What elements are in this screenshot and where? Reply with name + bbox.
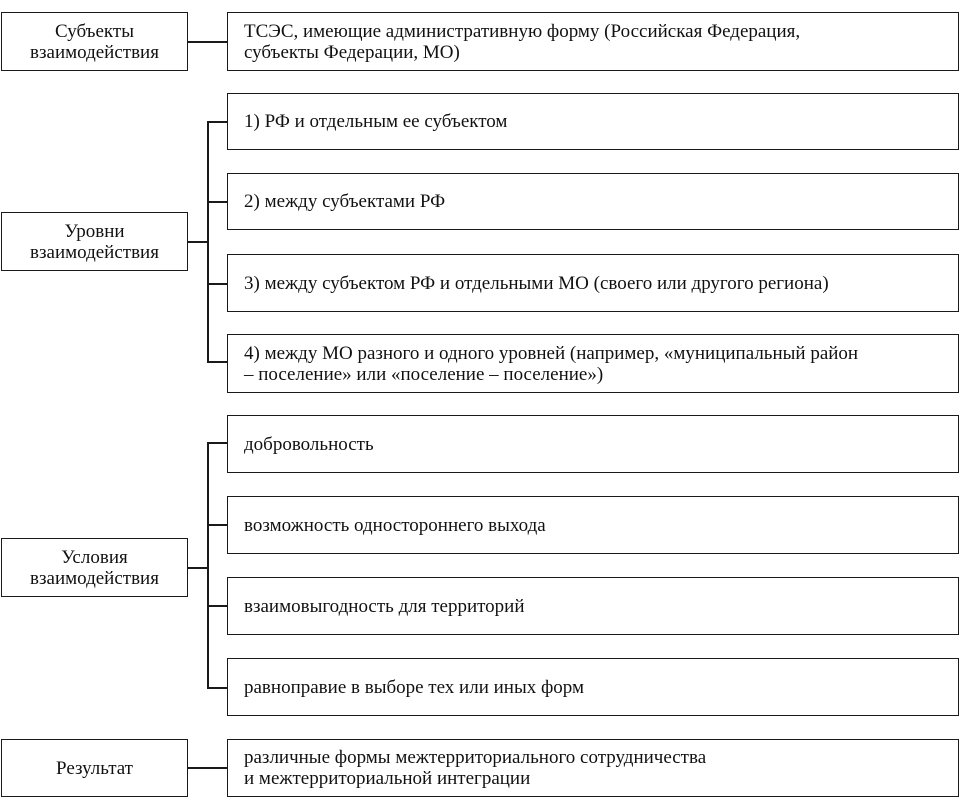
conditions-tick-4 (207, 687, 227, 689)
result-item-box: различные формы межтерриториального сотрудничества и межтерриториальной интеграции (227, 739, 959, 797)
levels-item-box: 2) между субъектами РФ (227, 173, 959, 230)
conditions-tick-1 (207, 442, 227, 444)
conditions-connector-stub (188, 567, 208, 569)
levels-item-box: 1) РФ и отдельным ее субъектом (227, 93, 959, 150)
levels-tick-3 (207, 283, 227, 285)
levels-tick-2 (207, 201, 227, 203)
conditions-item-box: возможность одностороннего выхода (227, 496, 959, 554)
conditions-bracket (207, 442, 209, 688)
conditions-item-box: равноправие в выборе тех или иных форм (227, 658, 959, 716)
levels-tick-4 (207, 361, 227, 363)
subjects-item-box: ТСЭС, имеющие административную форму (Российская Федерация, субъекты Федерации, МО) (227, 12, 959, 71)
conditions-item-box: добровольность (227, 415, 959, 473)
result-connector (188, 767, 227, 769)
levels-item-box: 3) между субъектом РФ и отдельными МО (своего или другого региона) (227, 254, 959, 312)
levels-label-box: Уровни взаимодействия (1, 212, 188, 271)
conditions-tick-3 (207, 605, 227, 607)
levels-bracket (207, 121, 209, 362)
conditions-label-box: Условия взаимодействия (1, 538, 188, 597)
result-label-box: Результат (1, 739, 188, 797)
conditions-tick-2 (207, 524, 227, 526)
levels-tick-1 (207, 121, 227, 123)
subjects-connector (188, 41, 227, 43)
conditions-item-box: взаимовыгодность для территорий (227, 577, 959, 635)
levels-connector-stub (188, 241, 208, 243)
levels-item-box: 4) между МО разного и одного уровней (например, «муниципальный район – поселение» или «поселение – поселение») (227, 334, 959, 393)
subjects-label-box: Субъекты взаимодействия (1, 12, 188, 71)
